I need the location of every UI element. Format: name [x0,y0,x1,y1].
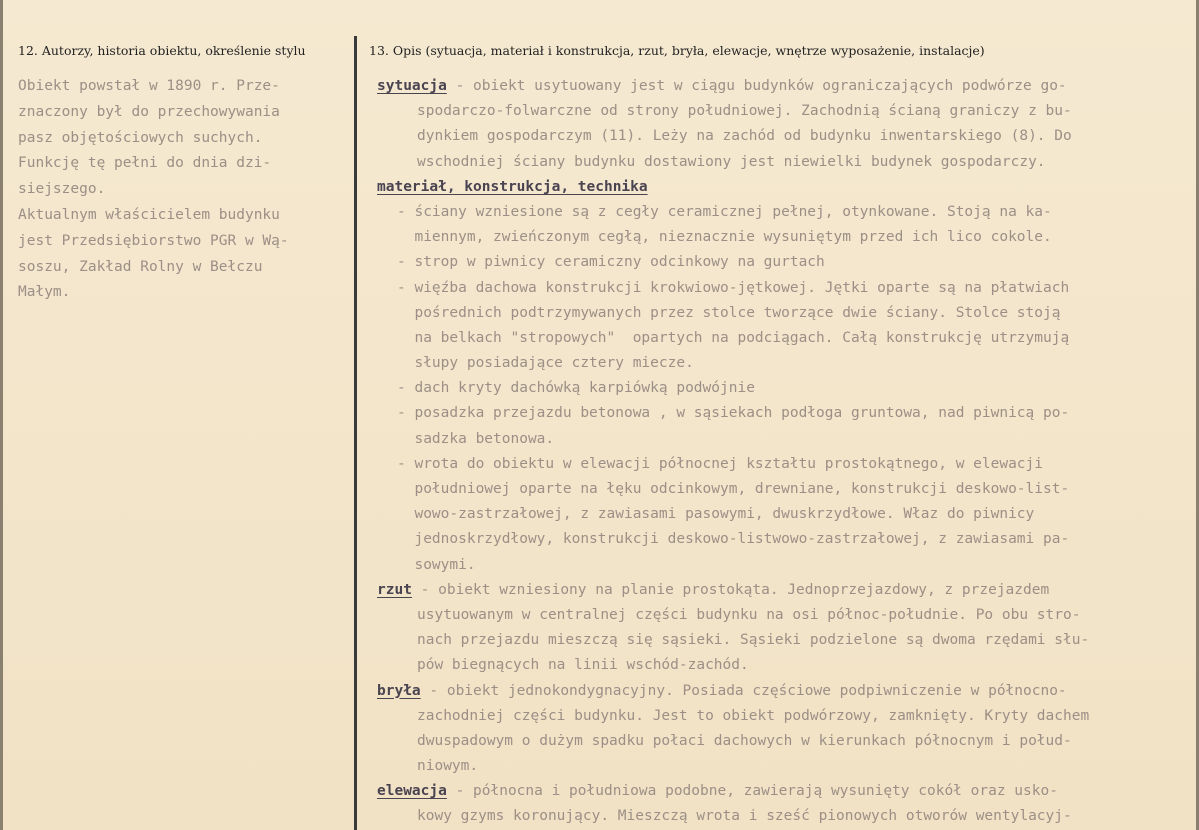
section-term: elewacja [377,783,447,800]
description-line [377,679,1177,704]
description-line [377,99,1177,124]
history-text [18,74,348,306]
description-line [377,427,1177,452]
description-text-run: nach przejazdu mieszczą się sąsieki. Sąsieki podzielone są dwoma rzędami słu- [417,632,1090,649]
description-line [377,200,1177,225]
description-text-run: - strop w piwnicy ceramiczny odcinkowy na gurtach [397,254,825,271]
description-text-run: słupy posiadające cztery miecze. [397,355,694,372]
history-line: Funkcję tę pełni do dnia dzi- [18,155,272,172]
description-line [377,779,1177,804]
description-text-run: - północna i południowa podobne, zawierają wysunięty cokół oraz usko- [446,783,1058,800]
description-text-run: - obiekt usytuowany jest w ciągu budynków ograniczających podwórze go- [446,78,1067,94]
description-line [377,376,1177,401]
description-text-run: pów biegnących na linii wschód-zachód. [417,657,749,674]
description-text-run: pośrednich podtrzymywanych przez stolce tworzące dwie ściany. Stolce stoją [397,304,1061,321]
description-line [377,326,1177,351]
description-text-run: dynkiem gospodarczym (11). Leży na zachód od budynku inwentarskiego (8). Do [417,128,1072,145]
description-line [377,729,1177,754]
description-line [377,74,1177,99]
description-text-run: - więźba dachowa konstrukcji krokwiowo-jętkowej. Jętki oparte są na płatwiach [397,279,1070,296]
description-text-run: - ściany wzniesione są z cegły ceramicznej pełnej, otynkowane. Stoją na ka- [397,203,1052,220]
description-line [377,351,1177,376]
history-line: siejszego. [18,181,106,198]
description-line [377,124,1177,149]
description-line [377,804,1177,829]
description-line [377,401,1177,426]
section-term: sytuacja [377,78,447,94]
description-line [377,250,1177,275]
description-line [377,452,1177,477]
description-text-run: wschodniej ściany budynku dostawiony jest niewielki budynek gospodarczy. [417,153,1046,170]
description-line [377,603,1177,628]
description-line [377,150,1177,175]
description-line [377,301,1177,326]
description-line [377,653,1177,678]
history-line: znaczony był do przechowywania [18,103,280,120]
description-text-run: spodarczo-folwarczne od strony południowej. Zachodnią ścianą graniczy z bu- [417,103,1072,120]
history-line: Małym. [18,284,71,301]
description-text-run: - wrota do obiektu w elewacji północnej kształtu prostokątnego, w elewacji [397,455,1044,472]
description-line [377,477,1177,502]
description-text-run: zachodniej części budynku. Jest to obiekt podwórzowy, zamknięty. Kryty dachem [417,707,1090,724]
description-text-run: usytuowanym w centralnej części budynku na osi północ-południe. Po obu stro- [417,606,1081,623]
description-text-run: wowo-zastrzałowej, z zawiasami pasowymi, dwuskrzydłowe. Właz do piwnicy [397,506,1035,523]
section-13-header: 13. Opis (sytuacja, materiał i konstrukcja, rzut, bryła, elewacje, wnętrze wyposażenie, instalacje) [369,43,985,58]
description-line [377,276,1177,301]
description-text-run: - dach kryty dachówką karpiówką podwójnie [397,380,755,397]
description-text-run: jednoskrzydłowy, konstrukcji deskowo-listwowo-zastrzałowej, z zawiasami pa- [397,531,1070,548]
history-line: Aktualnym właścicielem budynku [18,206,280,223]
section-term: materiał, konstrukcja, technika [377,178,648,195]
description-line [377,502,1177,527]
page-left-edge [0,0,3,830]
description-line [377,553,1177,578]
section-12-header: 12. Autorzy, historia obiektu, określenie stylu [18,43,306,58]
section-term: bryła [377,682,421,699]
history-line: Obiekt powstał w 1890 r. Prze- [18,78,280,94]
description-text-run: - obiekt jednokondygnacyjny. Posiada częściowe podpiwniczenie w północno- [420,682,1067,699]
description-text-run: niowym. [417,758,479,775]
description-line [377,578,1177,603]
description-line [377,628,1177,653]
description-line [377,527,1177,552]
description-line [377,754,1177,779]
history-line: jest Przedsiębiorstwo PGR w Wą- [18,232,289,249]
column-divider [354,36,357,830]
description-line [377,704,1177,729]
description-text-run: - posadzka przejazdu betonowa , w sąsiekach podłoga gruntowa, nad piwnicą po- [397,405,1070,422]
description-text-run: sowymi. [397,556,476,573]
description-text-run: - obiekt wzniesiony na planie prostokąta. Jednoprzejazdowy, z przejazdem [411,581,1050,598]
section-term: rzut [377,581,412,598]
description-text-run: sadzka betonowa. [397,430,555,447]
description-line [377,225,1177,250]
history-line: pasz objętościowych suchych. [18,129,263,146]
description-text-run: miennym, zwieńczonym cegłą, nieznacznie wysuniętym przed ich lico cokole. [397,229,1052,246]
description-text-run: dwuspadowym o dużym spadku połaci dachowych w kierunkach północnym i połud- [417,732,1072,749]
description-line [377,175,1177,200]
description-text-run: kowy gzyms koronujący. Mieszczą wrota i sześć pionowych otworów wentylacyj- [417,808,1072,825]
description-text [377,74,1177,830]
history-line: soszu, Zakład Rolny w Bełczu [18,258,263,275]
description-text-run: na belkach "stropowych" opartych na podciągach. Całą konstrukcję utrzymują [397,329,1070,346]
description-text-run: południowej oparte na łęku odcinkowym, drewniane, konstrukcji deskowo-list- [397,481,1070,497]
